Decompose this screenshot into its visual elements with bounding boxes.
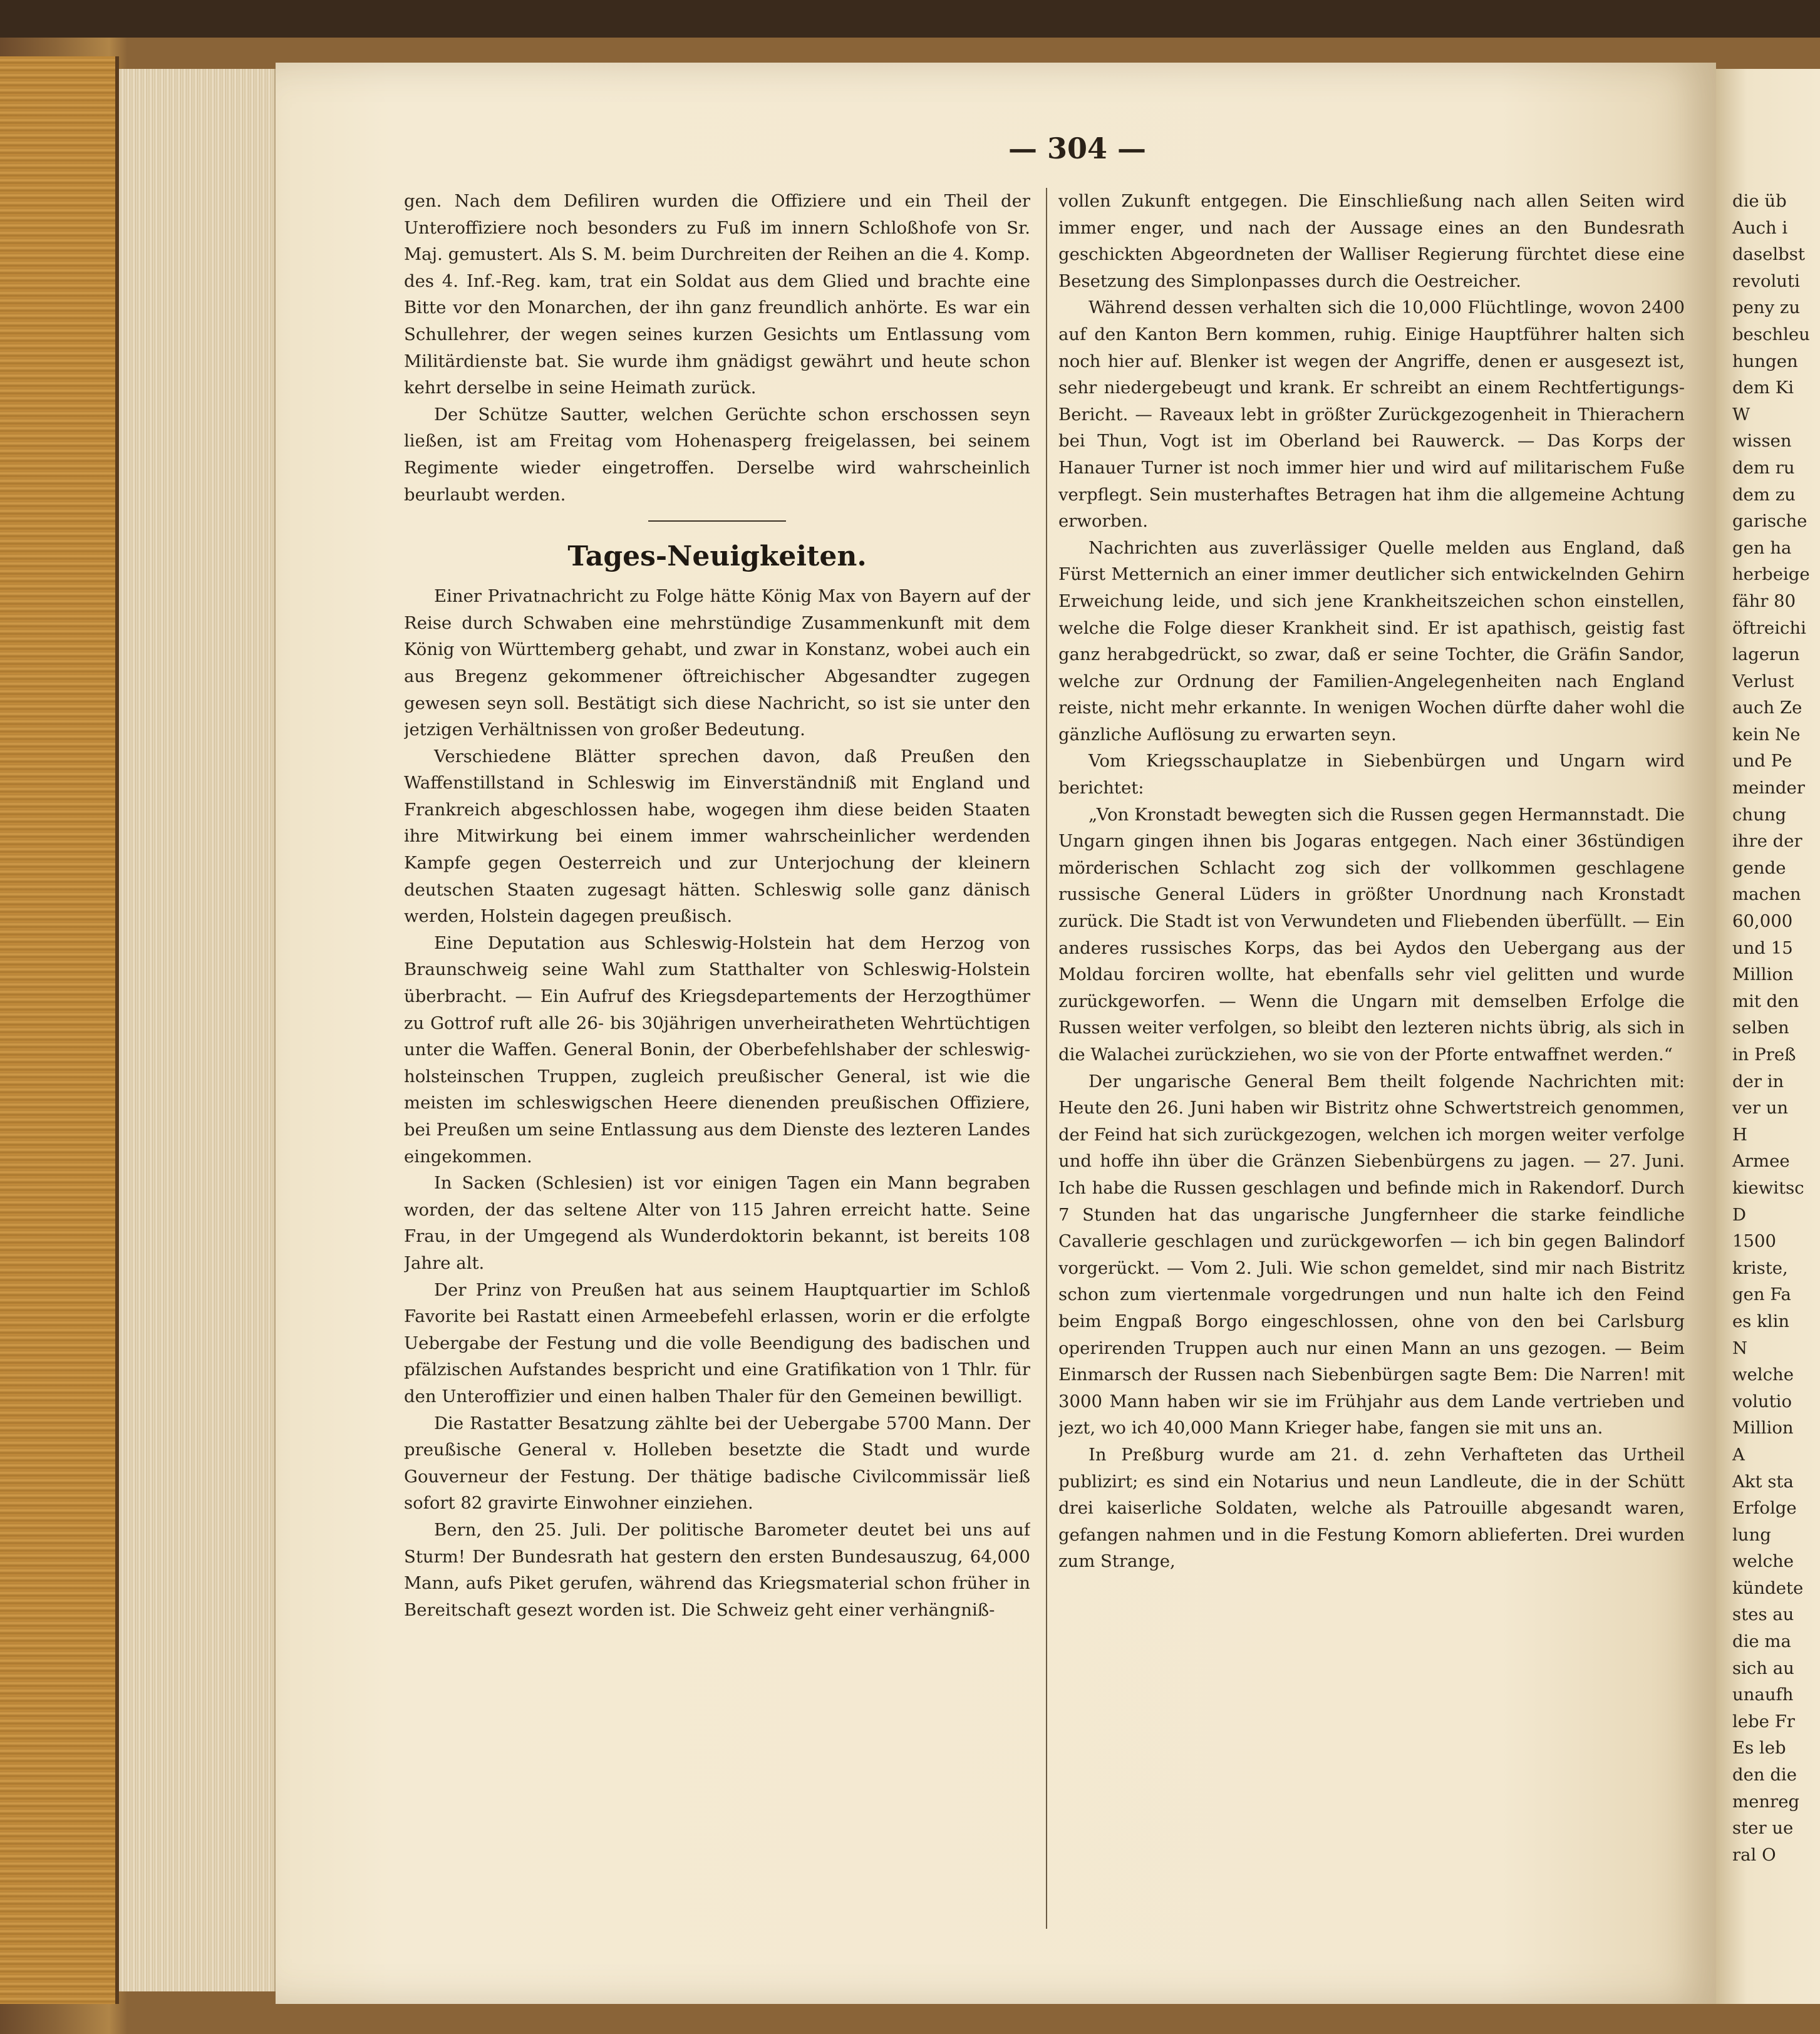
- facing-page-fragment: ral O: [1732, 1844, 1776, 1865]
- facing-page-fragment: Auch i: [1732, 217, 1788, 238]
- facing-page-fragment: welche: [1732, 1551, 1794, 1572]
- section-heading: Tages-Neuigkeiten.: [567, 540, 867, 573]
- facing-page-fragment: sich au: [1732, 1658, 1794, 1678]
- column-divider: [1046, 188, 1047, 1929]
- right-column: [1058, 188, 1685, 1954]
- page-number: — 304 —: [1008, 132, 1147, 165]
- right-paragraph-6: Der ungarische General Bem theilt folgende Nachrichten mit: Heute den 26. Juni haben wir Bistritz ohne Schwertstreich genommen, der Feind hat sich zurückgezogen, welchen ich morgen weiter verfolge und hoffe ihn über die Gränzen Siebenbürgens zu jagen. — 27. Juni. Ich habe die Russen geschlagen und befinde mich in Rakendorf. Durch 7 Stunden hat das ungarische Jungfernheer die starke feindliche Cavallerie geschlagen und zurückgeworfen — ich bin gegen Balindorf vorgerückt. — Vom 2. Juli. Wie schon gemeldet, sind mir nach Bistritz schon zum viertenmale vorgedrungen und nun halte ich den Feind beim Engpaß Borgo eingeschlossen, ohne von den bei Carlsburg operirenden Truppen auch nur einen Mann an uns gezogen. — Beim Einmarsch der Russen nach Siebenbürgen sagte Bem: Die Narren! mit 3000 Mann haben wir sie im Frühjahr aus dem Lande vertrieben und jezt, wo ich 40,000 Mann Krieger habe, fangen sie mit uns an.: [1058, 1071, 1685, 1438]
- facing-page-fragment: selben: [1732, 1018, 1789, 1038]
- facing-page-fragment: die üb: [1732, 191, 1787, 211]
- facing-page-fragment: H: [1732, 1124, 1747, 1145]
- facing-page-fragment: meinder: [1732, 778, 1805, 798]
- facing-page-fragment: stes au: [1732, 1604, 1794, 1625]
- facing-page-fragment: peny zu: [1732, 297, 1801, 318]
- right-paragraph-7: In Preßburg wurde am 21. d. zehn Verhafteten das Urtheil publizirt; es sind ein Notarius und neun Landleute, die in der Schütt drei kaiserliche Soldaten, welche als Patrouille abgesandt waren, gefangen nahmen und in die Festung Komorn ablieferten. Drei wurden zum Strange,: [1058, 1444, 1685, 1572]
- facing-page-fragment: Verlust: [1732, 671, 1794, 691]
- facing-page-fragment: garische: [1732, 511, 1807, 532]
- facing-page-fragment: Million: [1732, 1418, 1794, 1438]
- left-paragraph-2: Der Schütze Sautter, welchen Gerüchte schon erschossen seyn ließen, ist am Freitag vom Hohenasperg freigelassen, bei seinem Regimente wieder eingetroffen. Derselbe wird wahrscheinlich beurlaubt werden.: [404, 404, 1030, 505]
- left-paragraph-5: Eine Deputation aus Schleswig-Holstein hat dem Herzog von Braunschweig seine Wahl zum Statthalter von Schleswig-Holstein überbracht. — Ein Aufruf des Kriegsdepartements der Herzogthümer zu Gottrof ruft alle 26- bis 30jährigen unverheiratheten Wehrtüchtigen unter die Waffen. General Bonin, der Oberbefehlshaber der schleswig-holsteinschen Truppen, zugleich preußischer General, ist wie die meisten im schleswigschen Heere dienenden preußischen Offiziere, bei Preußen um seine Entlassung aus dem Dienste des lezteren Landes eingekommen.: [404, 932, 1030, 1167]
- facing-page-fragment: dem ru: [1732, 457, 1795, 478]
- facing-page-fragment: daselbst: [1732, 244, 1805, 265]
- facing-page-fragment: lung: [1732, 1524, 1771, 1545]
- facing-page-fragment: ver un: [1732, 1098, 1789, 1118]
- facing-page-fragment: dem zu: [1732, 484, 1796, 505]
- facing-page-fragment: lagerun: [1732, 644, 1800, 665]
- facing-page-fragment: öftreichi: [1732, 617, 1806, 638]
- facing-page-fragment: volutio: [1732, 1391, 1792, 1412]
- right-paragraph-1: vollen Zukunft entgegen. Die Einschließung nach allen Seiten wird immer enger, und nach der Aussage eines an den Bundesrath geschickten Abgeordneten der Walliser Regierung fürchtet diese eine Besetzung des Simplonpasses durch die Oestreicher.: [1058, 191, 1685, 291]
- facing-page-fragment: in Preß: [1732, 1045, 1796, 1065]
- facing-page-fragment: kriste,: [1732, 1257, 1788, 1278]
- left-paragraph-9: Bern, den 25. Juli. Der politische Barometer deutet bei uns auf Sturm! Der Bundesrath hat gestern den ersten Bundesauszug, 64,000 Mann, aufs Piket gerufen, während das Kriegsmaterial schon früher in Bereitschaft gesezt worden ist. Die Schweiz geht einer verhängniß-: [404, 1519, 1030, 1620]
- facing-page-fragment: revoluti: [1732, 271, 1800, 291]
- facing-page-fragment: kein Ne: [1732, 724, 1801, 745]
- facing-page-fragment: hungen: [1732, 351, 1798, 371]
- facing-page-fragment: chung: [1732, 804, 1787, 825]
- facing-page-fragment: kiewitsc: [1732, 1177, 1804, 1198]
- facing-page-fragment: ster ue: [1732, 1818, 1794, 1839]
- facing-page-fragment: die ma: [1732, 1631, 1791, 1652]
- facing-page-fragment: ihre der: [1732, 831, 1802, 852]
- left-column: [404, 188, 1030, 1954]
- right-paragraph-2: Während dessen verhalten sich die 10,000 Flüchtlinge, wovon 2400 auf den Kanton Bern kommen, ruhig. Einige Hauptführer halten sich noch hier auf. Blenker ist wegen der Angriffe, denen er ausgesezt ist, sehr niedergebeugt und krank. Er schreibt an einem Rechtfertigungs-Bericht. — Raveaux lebt in größter Zurückgezogenheit in Thierachern bei Thun, Vogt ist im Oberland bei Rauwerck. — Das Korps der Hanauer Turner ist noch immer hier und wird auf militarischem Fuße verpflegt. Sein musterhaftes Betragen hat ihm die allgemeine Achtung erworben.: [1058, 297, 1685, 532]
- facing-page-fragment: machen: [1732, 884, 1801, 905]
- left-paragraph-4: Verschiedene Blätter sprechen davon, daß Preußen den Waffenstillstand in Schleswig im Einverständniß mit England und Frankreich abgeschlossen habe, wogegen ihm diese beiden Staaten ihre Mitwirkung bei einem immer wahrscheinlicher werdenden Kampfe gegen Oesterreich und zur Unterjochung der kleinern deutschen Staaten zugesagt hätten. Schleswig solle ganz dänisch werden, Holstein dagegen preußisch.: [404, 746, 1030, 927]
- facing-page-fragment: Armee: [1732, 1151, 1790, 1172]
- facing-page-fragment: mit den: [1732, 991, 1799, 1011]
- page-stack-edge: [119, 69, 276, 1991]
- right-paragraph-3: Nachrichten aus zuverlässiger Quelle melden aus England, daß Fürst Metternich an einer immer deutlicher sich entwickelnden Gehirn Erweichung leide, und sich jene Krankheitszeichen schon einstellen, welche die Folge dieser Krankheit sind. Er ist apathisch, geistig fast ganz herabgedrückt, so zwar, daß er seine Tochter, die Gräfin Sandor, welche zur Ordnung der Familien-Angelegenheiten nach England reiste, nicht mehr erkannte. In wenigen Wochen dürfte daher wohl die gänzliche Auflösung zu erwarten seyn.: [1058, 537, 1685, 745]
- facing-page-fragment: und 15: [1732, 937, 1793, 958]
- facing-page-fragment: W: [1732, 404, 1750, 425]
- facing-page-fragment: lebe Fr: [1732, 1711, 1795, 1732]
- facing-page-fragment: und Pe: [1732, 751, 1792, 772]
- facing-page-fragment: D: [1732, 1204, 1747, 1225]
- facing-page-fragments: [1716, 69, 1820, 1868]
- facing-page-fragment: Million: [1732, 964, 1794, 985]
- facing-page-fragment: N: [1732, 1338, 1748, 1358]
- facing-page-fragment: menreg: [1732, 1791, 1800, 1812]
- facing-page-edge: [1716, 69, 1820, 2004]
- facing-page-fragment: 1500: [1732, 1231, 1776, 1252]
- facing-page-fragment: es klin: [1732, 1311, 1790, 1331]
- facing-page-fragment: fähr 80: [1732, 591, 1796, 611]
- facing-page-fragment: den die: [1732, 1765, 1797, 1785]
- facing-page-fragment: beschleu: [1732, 324, 1810, 344]
- facing-page-fragment: gen Fa: [1732, 1284, 1791, 1305]
- book-cover-edge: [0, 56, 119, 2004]
- section-divider: [648, 520, 786, 522]
- facing-page-fragment: gen ha: [1732, 537, 1792, 558]
- left-paragraph-1: gen. Nach dem Defiliren wurden die Offiziere und ein Theil der Unteroffiziere noch besonders zu Fuß im innern Schloßhofe von Sr. Maj. gemustert. Als S. M. beim Durchreiten der Reihen an die 4. Komp. des 4. Inf.-Reg. kam, trat ein Soldat aus dem Glied und brachte eine Bitte vor den Monarchen, der ihn ganz freundlich anhörte. Es war ein Schullehrer, der wegen seines kurzen Gesichts um Entlassung vom Militärdienste bat. Sie wurde ihm gnädigst gewährt und heute schon kehrt derselbe in seine Heimath zurück.: [404, 191, 1030, 398]
- facing-page-fragment: auch Ze: [1732, 698, 1802, 718]
- facing-page-fragment: Akt sta: [1732, 1471, 1794, 1492]
- facing-page-fragment: kündete: [1732, 1577, 1804, 1598]
- facing-page-fragment: unaufh: [1732, 1685, 1794, 1705]
- facing-page-fragment: herbeige: [1732, 564, 1810, 585]
- facing-page-fragment: wissen: [1732, 431, 1792, 452]
- left-paragraph-7: Der Prinz von Preußen hat aus seinem Hauptquartier im Schloß Favorite bei Rastatt einen Armeebefehl erlassen, worin er die erfolgte Uebergabe der Festung und die volle Beendigung des badischen und pfälzischen Aufstandes bespricht und eine Gratifikation von 1 Thlr. für den Unteroffizier und einen halben Thaler für den Gemeinen bewilligt.: [404, 1279, 1030, 1407]
- left-paragraph-6: In Sacken (Schlesien) ist vor einigen Tagen ein Mann begraben worden, der das seltene Alter von 115 Jahren erreicht hatte. Seine Frau, in der Umgegend als Wunderdoktorin bekannt, ist bereits 108 Jahre alt.: [404, 1173, 1030, 1273]
- facing-page-fragment: Erfolge: [1732, 1498, 1797, 1519]
- right-paragraph-4: Vom Kriegsschauplatze in Siebenbürgen und Ungarn wird berichtet:: [1058, 751, 1685, 798]
- facing-page-fragment: der in: [1732, 1071, 1784, 1092]
- facing-page-fragment: welche: [1732, 1365, 1794, 1385]
- left-paragraph-8: Die Rastatter Besatzung zählte bei der Uebergabe 5700 Mann. Der preußische General v. Holleben besetzte die Stadt und wurde Gouverneur der Festung. Der thätige badische Civilcommissär ließ sofort 82 gravirte Einwohner einziehen.: [404, 1413, 1030, 1514]
- facing-page-fragment: A: [1732, 1444, 1745, 1465]
- facing-page-fragment: Es leb: [1732, 1738, 1786, 1758]
- right-paragraph-5: „Von Kronstadt bewegten sich die Russen gegen Hermannstadt. Die Ungarn gingen ihnen bis Jogaras entgegen. Nach einer 36stündigen mörderischen Schlacht zog sich der vollkommen geschlagene russische General Lüders in größter Unordnung nach Kronstadt zurück. Die Stadt ist von Verwundeten und Fliebenden überfüllt. — Ein anderes russisches Korps, das bei Aydos den Uebergang aus der Moldau forciren wollte, hat ebenfalls sehr viel gelitten und wurde zurückgeworfen. — Wenn die Ungarn mit demselben Erfolge die Russen weiter verfolgen, so bleibt den lezteren nichts übrig, als sich in die Walachei zurückziehen, wo sie von der Pforte entwaffnet werden.“: [1058, 804, 1685, 1065]
- facing-page-fragment: dem Ki: [1732, 378, 1794, 398]
- facing-page-fragment: gende: [1732, 857, 1786, 878]
- facing-page-fragment: 60,000: [1732, 911, 1793, 932]
- left-paragraph-3: Einer Privatnachricht zu Folge hätte König Max von Bayern auf der Reise durch Schwaben eine mehrstündige Zusammenkunft mit dem König von Württemberg gehabt, und zwar in Konstanz, wobei auch ein aus Bregenz gekommener öftreichischer Abgesandter zugegen gewesen seyn soll. Bestätigt sich diese Nachricht, so ist sie unter den jetzigen Verhältnissen von großer Bedeutung.: [404, 586, 1030, 740]
